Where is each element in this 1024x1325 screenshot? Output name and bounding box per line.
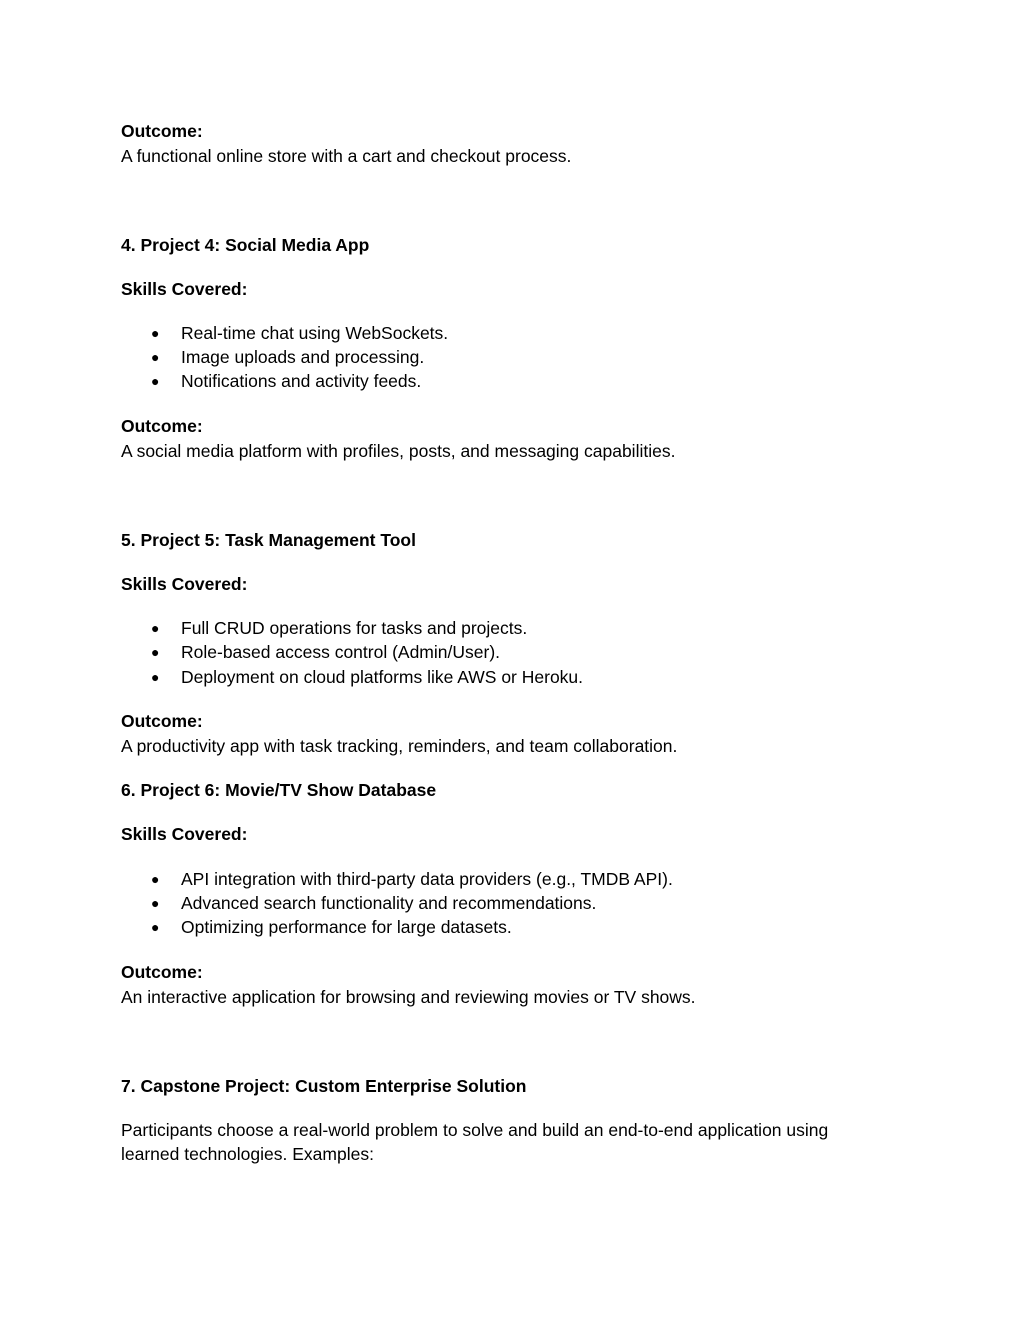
bullet-icon: ● [151,349,160,365]
list-item: Real-time chat using WebSockets. [181,323,449,343]
bullet-icon: ● [151,895,160,911]
outcome-text: A functional online store with a cart and checkout process. [121,146,572,166]
paragraph-line: Participants choose a real-world problem to solve and build an end-to-end application using [121,1120,829,1140]
bullet-icon: ● [151,620,160,636]
skills-heading: Skills Covered: [121,279,248,299]
skills-heading: Skills Covered: [121,824,248,844]
outcome-text: An interactive application for browsing and reviewing movies or TV shows. [121,987,696,1007]
list-item: Advanced search functionality and recommendations. [181,893,597,913]
outcome-heading: Outcome: [121,962,203,982]
project-6-title: 6. Project 6: Movie/TV Show Database [121,780,437,800]
bullet-icon: ● [151,919,160,935]
outcome-text: A productivity app with task tracking, reminders, and team collaboration. [121,736,678,756]
paragraph-line: learned technologies. Examples: [121,1144,374,1164]
bullet-icon: ● [151,669,160,685]
bullet-icon: ● [151,871,160,887]
list-item: Deployment on cloud platforms like AWS or Heroku. [181,667,584,687]
list-item: Notifications and activity feeds. [181,371,422,391]
outcome-heading: Outcome: [121,416,203,436]
bullet-icon: ● [151,325,160,341]
outcome-text: A social media platform with profiles, posts, and messaging capabilities. [121,441,676,461]
outcome-heading: Outcome: [121,121,203,141]
list-item: Role-based access control (Admin/User). [181,642,501,662]
outcome-heading: Outcome: [121,711,203,731]
project-5-title: 5. Project 5: Task Management Tool [121,530,416,550]
list-item: Full CRUD operations for tasks and projects. [181,618,528,638]
list-item: Optimizing performance for large datasets. [181,917,512,937]
list-item: Image uploads and processing. [181,347,425,367]
skills-heading: Skills Covered: [121,574,248,594]
project-4-title: 4. Project 4: Social Media App [121,235,370,255]
list-item: API integration with third-party data providers (e.g., TMDB API). [181,869,673,889]
project-7-title: 7. Capstone Project: Custom Enterprise Solution [121,1076,527,1096]
bullet-icon: ● [151,373,160,389]
bullet-icon: ● [151,644,160,660]
